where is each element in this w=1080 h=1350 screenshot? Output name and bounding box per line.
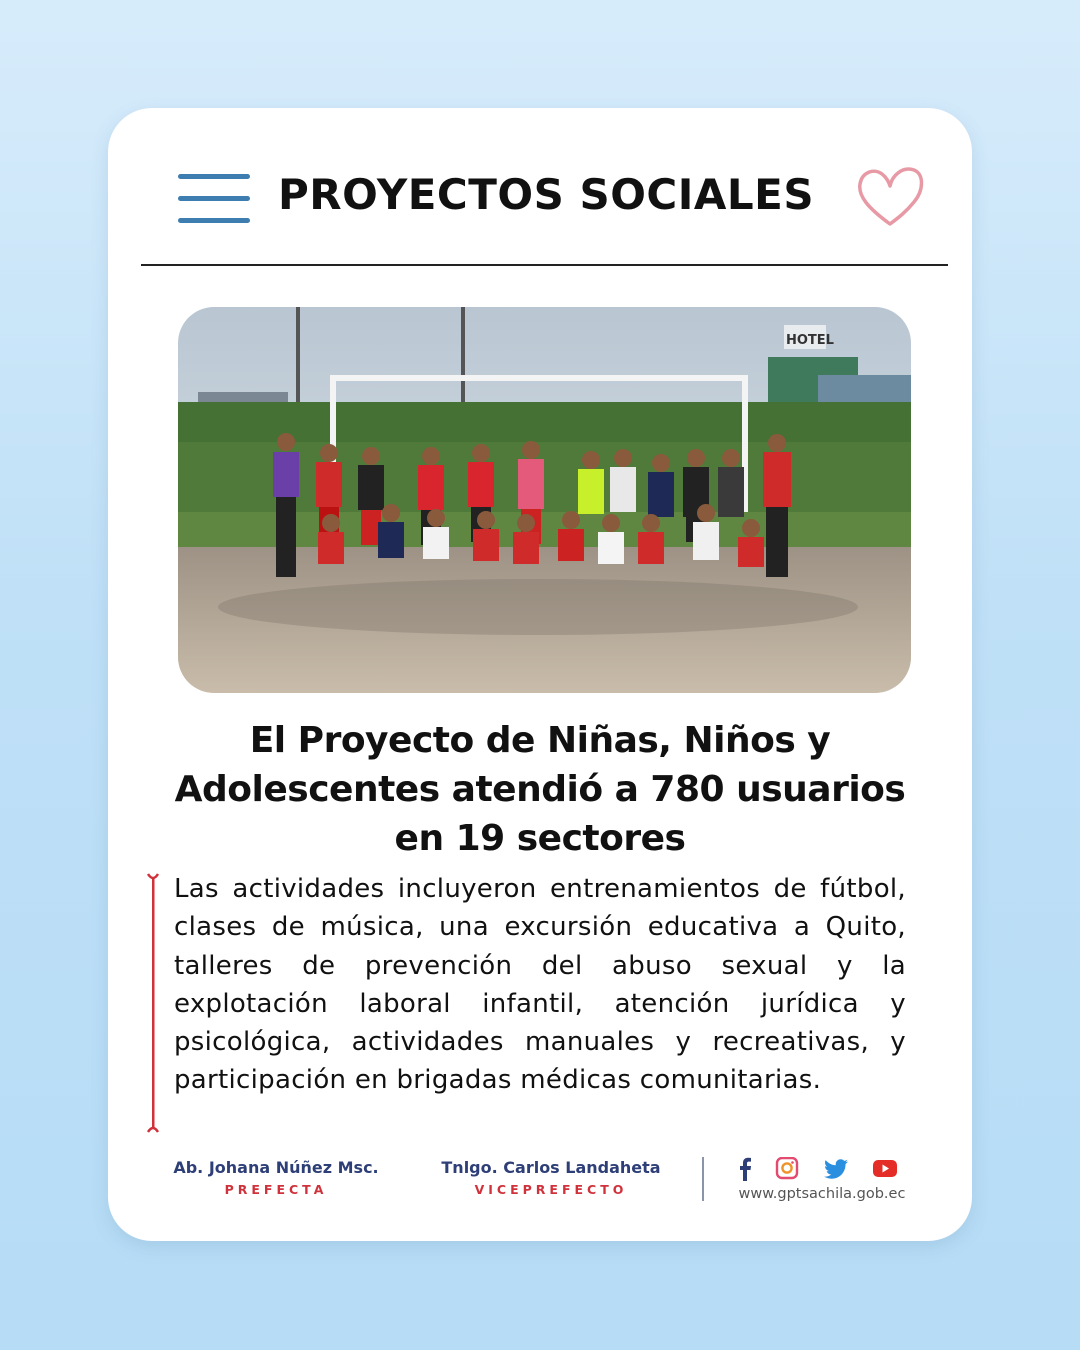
instagram-icon[interactable] — [774, 1157, 800, 1181]
menu-line — [178, 218, 250, 223]
group-photo — [178, 307, 911, 693]
signature-role: VICEPREFECTO — [474, 1182, 628, 1197]
twitter-icon[interactable] — [824, 1157, 850, 1181]
quote-accent-bar — [146, 872, 160, 1134]
signature-viceprefecto — [436, 1158, 666, 1197]
heart-outline-icon — [854, 162, 926, 230]
signature-name: Tnlgo. Carlos Landaheta — [441, 1158, 661, 1177]
signature-name: Ab. Johana Núñez Msc. — [173, 1158, 379, 1177]
post-card — [108, 108, 972, 1241]
youtube-icon[interactable] — [872, 1157, 898, 1181]
headline: El Proyecto de Niñas, Niños y Adolescentes atendió a 780 usuarios en 19 sectores — [174, 720, 906, 859]
page-title: PROYECTOS SOCIALES — [278, 170, 815, 219]
website-url[interactable]: www.gptsachila.gob.ec — [738, 1186, 906, 1202]
footer-separator — [702, 1157, 704, 1201]
menu-line — [178, 174, 250, 179]
signature-prefecta — [166, 1158, 386, 1197]
body-text: Las actividades incluyeron entrenamientos de fútbol, clases de música, una excursión educativa a Quito, talleres de prevención del abuso sexual y la explotación laboral infantil, atención jurídica y psicológica, actividades manuales y recreativas, y participación en brigadas médicas comunitarias. — [174, 874, 906, 1096]
header-divider — [141, 264, 948, 266]
signature-role: PREFECTA — [224, 1182, 328, 1197]
social-links — [730, 1157, 920, 1183]
hamburger-menu-icon[interactable] — [178, 174, 250, 224]
hotel-sign: HOTEL — [786, 333, 834, 348]
facebook-icon[interactable] — [732, 1157, 758, 1181]
menu-line — [178, 196, 250, 201]
